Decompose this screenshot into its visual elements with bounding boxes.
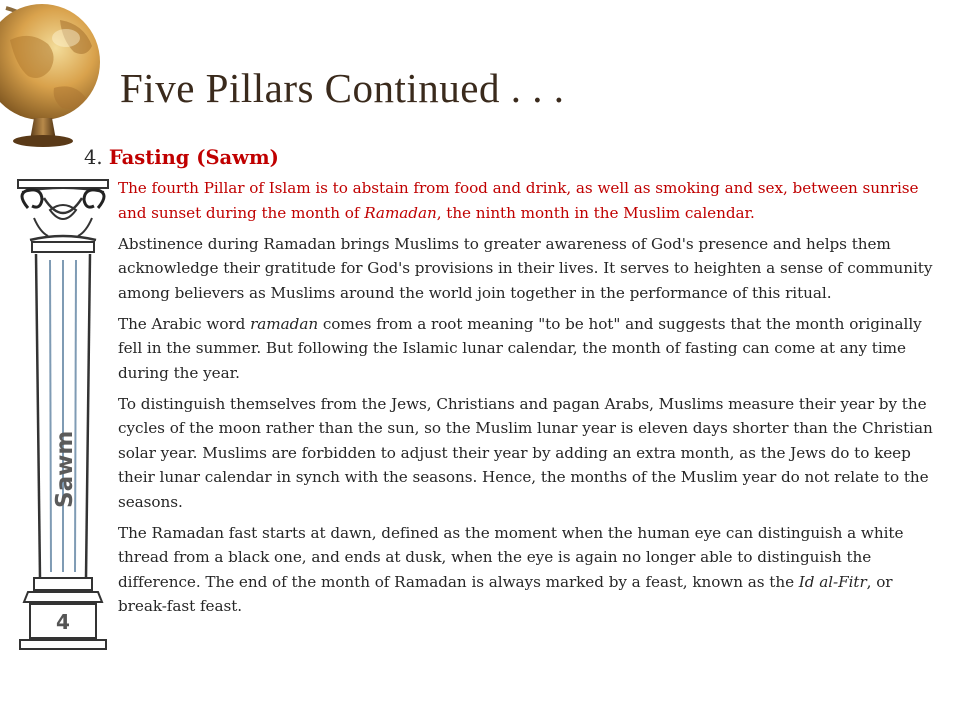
paragraph-3: The Arabic word ramadan comes from a root meaning "to be hot" and suggests that the month originally fell in the summer. But following the Islamic lunar calendar, the month of fasting can come at any time during the year.: [118, 314, 922, 382]
section-heading: [84, 146, 279, 169]
paragraph-5: The Ramadan fast starts at dawn, defined as the moment when the human eye can distinguish a white thread from a black one, and ends at dusk, when the eye is again no longer able to distinguish the difference. The end of the month of Ramadan is always marked by a feast, known as the Id al-Fitr, or break-fast feast.: [118, 523, 904, 615]
section-number: 4.: [84, 146, 103, 169]
paragraph-1: The fourth Pillar of Islam is to abstain from food and drink, as well as smoking and sex, between sunrise and sunset during the month of Ramadan, the ninth month in the Muslim calendar.: [118, 179, 919, 222]
slide-title: Five Pillars Continued . . .: [120, 65, 565, 111]
paragraph-2: Abstinence during Ramadan brings Muslims to greater awareness of God's presence and helps them acknowledge their gratitude for God's provisions in their lives. It serves to heighten a sense of community among believers as Muslims around the world join together in the performance of this ritual.: [118, 234, 933, 302]
pillar-label: Sawm: [52, 430, 78, 508]
body-text: [118, 176, 933, 625]
pillar-number: 4: [56, 610, 70, 634]
section-topic: Fasting (Sawm): [108, 146, 279, 169]
globe-image: [0, 0, 120, 150]
paragraph-4: To distinguish themselves from the Jews, Christians and pagan Arabs, Muslims measure their year by the cycles of the moon rather than the sun, so the Muslim lunar year is eleven days shorter than the Christian solar year. Muslims are forbidden to adjust their year by adding an extra month, as the Jews do to keep their lunar calendar in synch with the seasons. Hence, the months of the Muslim year do not relate to the seasons.: [118, 394, 933, 511]
pillar-image: [14, 178, 112, 650]
